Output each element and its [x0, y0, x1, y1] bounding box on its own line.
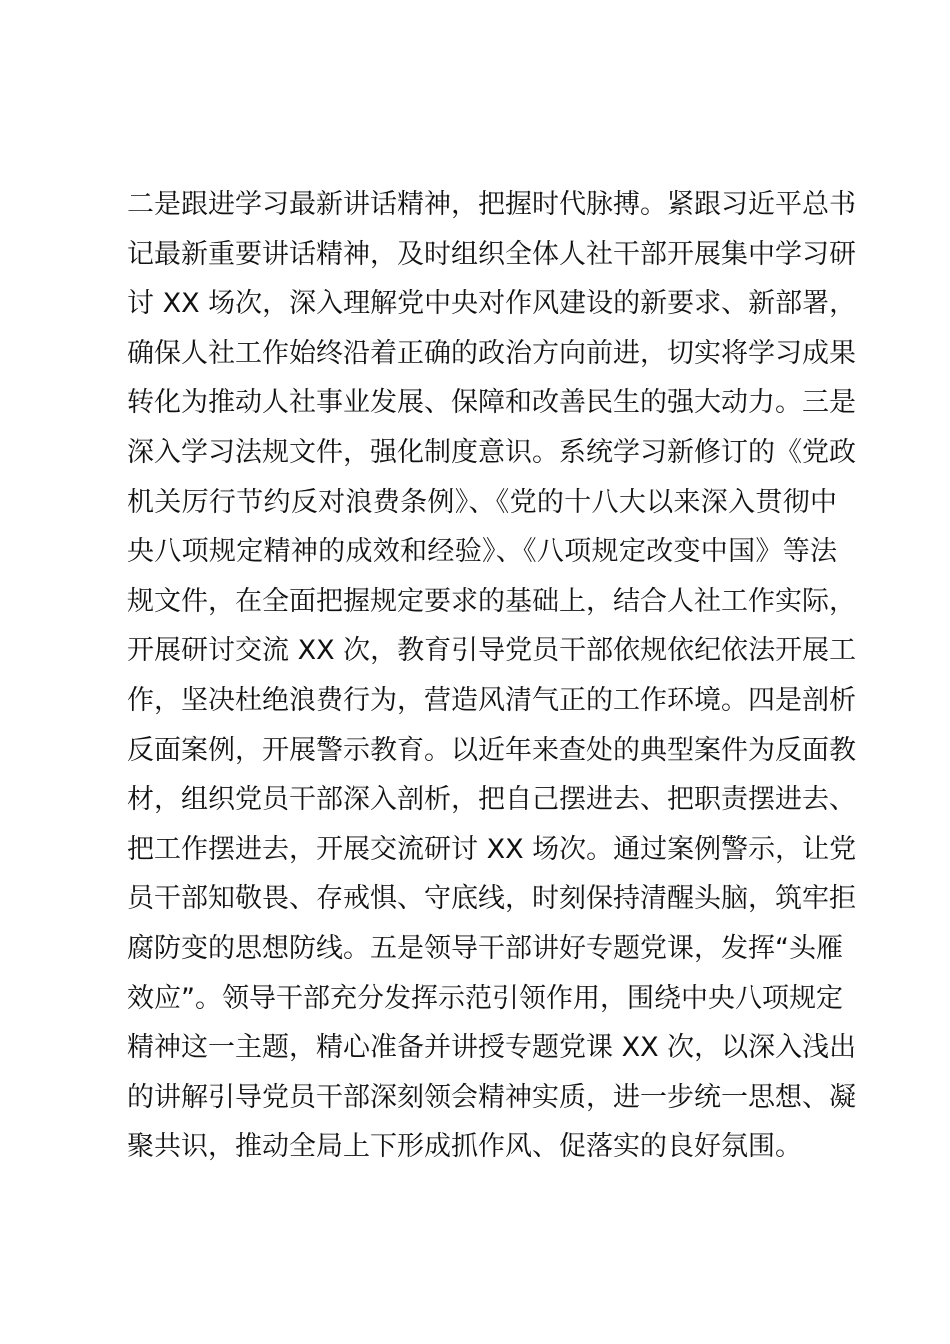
text-line: 精神这一主题，精心准备并讲授专题党课 XX 次，以深入浅出	[127, 1032, 857, 1064]
text-line: 效应”。领导干部充分发挥示范引领作用，围绕中央八项规定	[127, 982, 843, 1014]
text-line: 作，坚决杜绝浪费行为，营造风清气正的工作环境。四是剖析	[127, 684, 856, 716]
text-line-last: 聚共识，推动全局上下形成抓作风、促落实的良好氛围。	[127, 1131, 802, 1163]
text-line: 二是跟进学习最新讲话精神，把握时代脉搏。紧跟习近平总书	[127, 189, 856, 220]
text-line: 讨 XX 场次，深入理解党中央对作风建设的新要求、新部署，	[127, 288, 857, 320]
text-line: 深入学习法规文件，强化制度意识。系统学习新修订的《党政	[127, 436, 856, 468]
text-line: 央八项规定精神的成效和经验》、《八项规定改变中国》等法	[127, 536, 837, 568]
text-line: 规文件，在全面把握规定要求的基础上，结合人社工作实际，	[127, 585, 856, 617]
text-line: 员干部知敬畏、存戒惧、守底线，时刻保持清醒头脑，筑牢拒	[127, 883, 856, 915]
text-line: 开展研讨交流 XX 次，教育引导党员干部依规依纪依法开展工	[127, 635, 857, 667]
text-line: 机关厉行节约反对浪费条例》、《党的十八大以来深入贯彻中	[127, 486, 837, 518]
text-line: 确保人社工作始终沿着正确的政治方向前进，切实将学习成果	[127, 337, 856, 369]
text-line: 把工作摆进去，开展交流研讨 XX 场次。通过案例警示，让党	[127, 833, 857, 865]
text-line: 反面案例，开展警示教育。以近年来查处的典型案件为反面教	[127, 734, 856, 766]
text-line: 腐防变的思想防线。五是领导干部讲好专题党课，发挥“头雁	[127, 932, 843, 964]
body-paragraph	[127, 180, 857, 1172]
text-line: 记最新重要讲话精神，及时组织全体人社干部开展集中学习研	[127, 238, 856, 270]
text-line: 材，组织党员干部深入剖析，把自己摆进去、把职责摆进去、	[127, 784, 856, 816]
text-line: 转化为推动人社事业发展、保障和改善民生的强大动力。三是	[127, 387, 856, 419]
text-line: 的讲解引导党员干部深刻领会精神实质，进一步统一思想、凝	[127, 1081, 856, 1113]
